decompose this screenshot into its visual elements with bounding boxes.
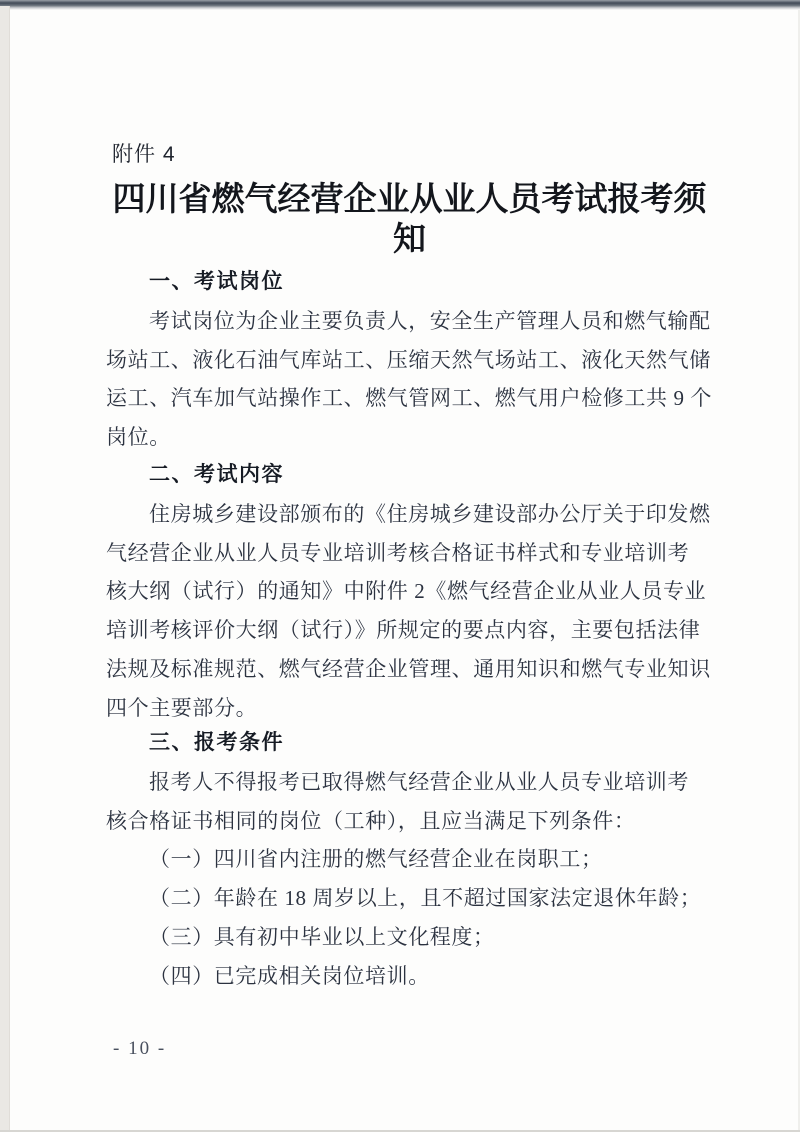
document-title: 四川省燃气经营企业从业人员考试报考须知 [112, 182, 707, 258]
scan-edge-top [0, 0, 800, 10]
section-heading-exam-content: 二、考试内容 [149, 463, 284, 486]
scan-edge-left [0, 6, 10, 1132]
condition-item-2: （二）年龄在 18 周岁以上，且不超过国家法定退休年龄； [149, 886, 702, 911]
condition-item-3: （三）具有初中毕业以上文化程度； [149, 924, 495, 949]
page-number: - 10 - [113, 1038, 167, 1059]
section-heading-application-conditions: 三、报考条件 [149, 731, 284, 754]
attachment-label: 附件 4 [112, 143, 176, 166]
section-heading-exam-positions: 一、考试岗位 [149, 270, 284, 293]
paragraph-exam-positions: 考试岗位为企业主要负责人，安全生产管理人员和燃气输配 场站工、液化石油气库站工、压缩天然气场站工、液化天然气储 运工、汽车加气站操作工、燃气管网工、燃气用户检修工共 9 个 岗位。 [106, 308, 712, 450]
paragraph-application-conditions: 报考人不得报考已取得燃气经营企业从业人员专业培训考 核合格证书相同的岗位（工种），且应当满足下列条件： [106, 769, 689, 833]
section-application-conditions [106, 724, 713, 996]
condition-item-4: （四）已完成相关岗位培训。 [149, 963, 430, 988]
section-exam-content [106, 456, 713, 728]
condition-item-1: （一）四川省内注册的燃气经营企业在岗职工； [149, 847, 603, 872]
paragraph-exam-content: 住房城乡建设部颁布的《住房城乡建设部办公厅关于印发燃 气经营企业从业人员专业培训考核合格证书样式和专业培训考 核大纲（试行）的通知》中附件 2《燃气经营企业从业人员专业 培训考核评价大纲（试行）》所规定的要点内容，主要包括法律 法规及标准规范、燃气经营企业管理、通用知识和燃气专业知识 四个主要部分。 [106, 501, 711, 720]
section-exam-positions [106, 263, 713, 457]
